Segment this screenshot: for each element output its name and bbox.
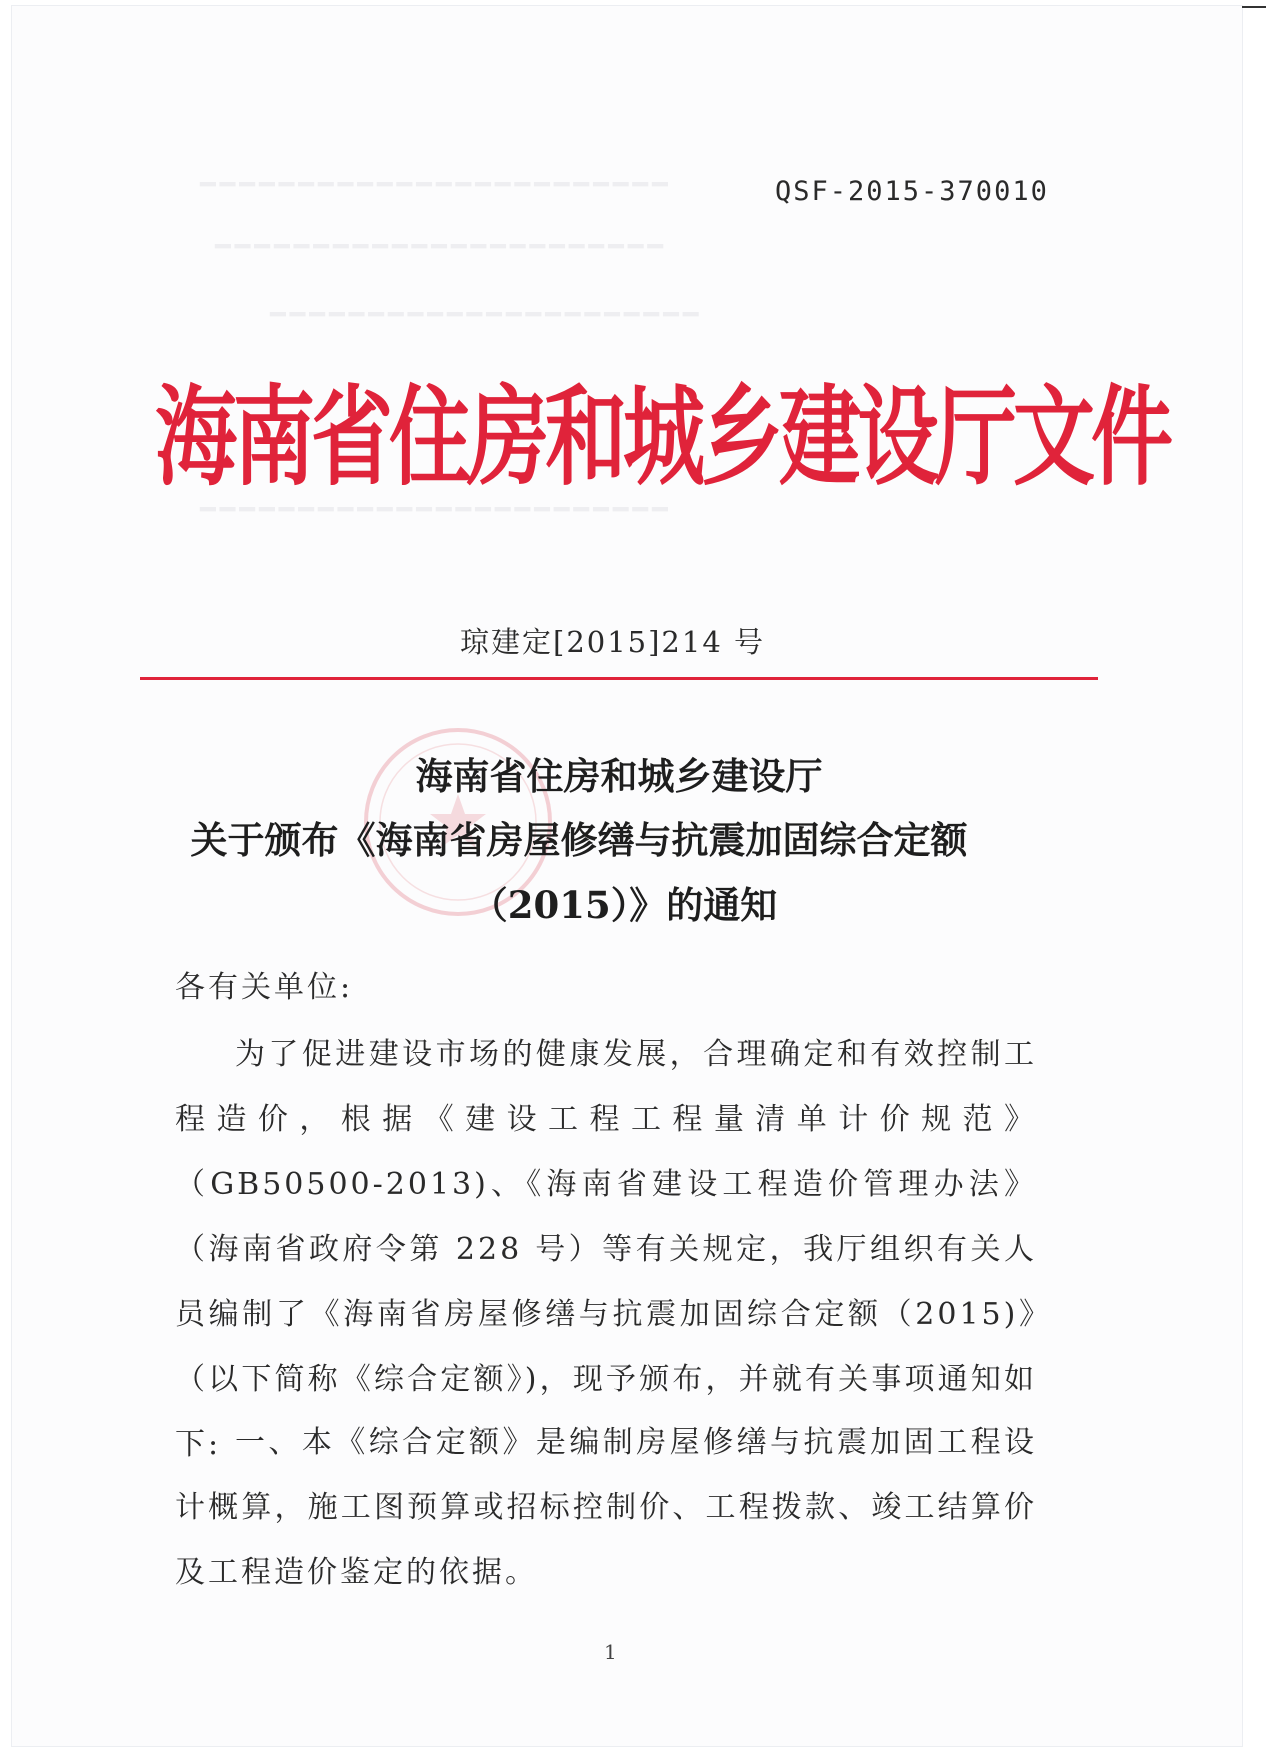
red-masthead-title: 海南省住房和城乡建设厅文件 <box>155 374 1170 501</box>
red-divider-line <box>140 677 1098 680</box>
notice-title-line-3: （2015）》的通知 <box>470 883 778 927</box>
bleed-through-decor: ━━━━━━━━━━━━━━━━━━━━━━━━ <box>200 495 672 525</box>
document-code: QSF-2015-370010 <box>775 176 1049 207</box>
salutation: 各有关单位: <box>175 970 354 1005</box>
scan-edge-mark <box>1242 6 1266 8</box>
bleed-through-decor: ━━━━━━━━━━━━━━━━━━━━━━ <box>270 300 703 330</box>
bleed-through-decor: ━━━━━━━━━━━━━━━━━━━━━━━━ <box>200 170 672 200</box>
page-number: 1 <box>604 1640 617 1664</box>
notice-title-line-2: 关于颁布《海南省房屋修缮与抗震加固综合定额 <box>190 818 968 862</box>
bleed-through-decor: ━━━━━━━━━━━━━━━━━━━━━━━ <box>215 232 668 262</box>
document-number: 琼建定[2015]214 号 <box>460 625 766 659</box>
notice-title-line-1: 海南省住房和城乡建设厅 <box>415 754 823 798</box>
body-paragraph-2: 一、本《综合定额》是编制房屋修缮与抗震加固工程设计概算，施工图预算或招标控制价、工程拨款、竣工结算价及工程造价鉴定的依据。 <box>175 1425 1037 1590</box>
body-paragraph-1: 为了促进建设市场的健康发展，合理确定和有效控制工程造价，根据《建设工程工程量清单计价规范》（GB50500-2013)、《海南省建设工程造价管理办法》（海南省政府令第 228 号）等有关规定，我厅组织有关人员编制了《海南省房屋修缮与抗震加固综合定额（2015)》（以下简称《综合定额》)，现予颁布，并就有关事项通知如下: <box>175 1037 1037 1462</box>
